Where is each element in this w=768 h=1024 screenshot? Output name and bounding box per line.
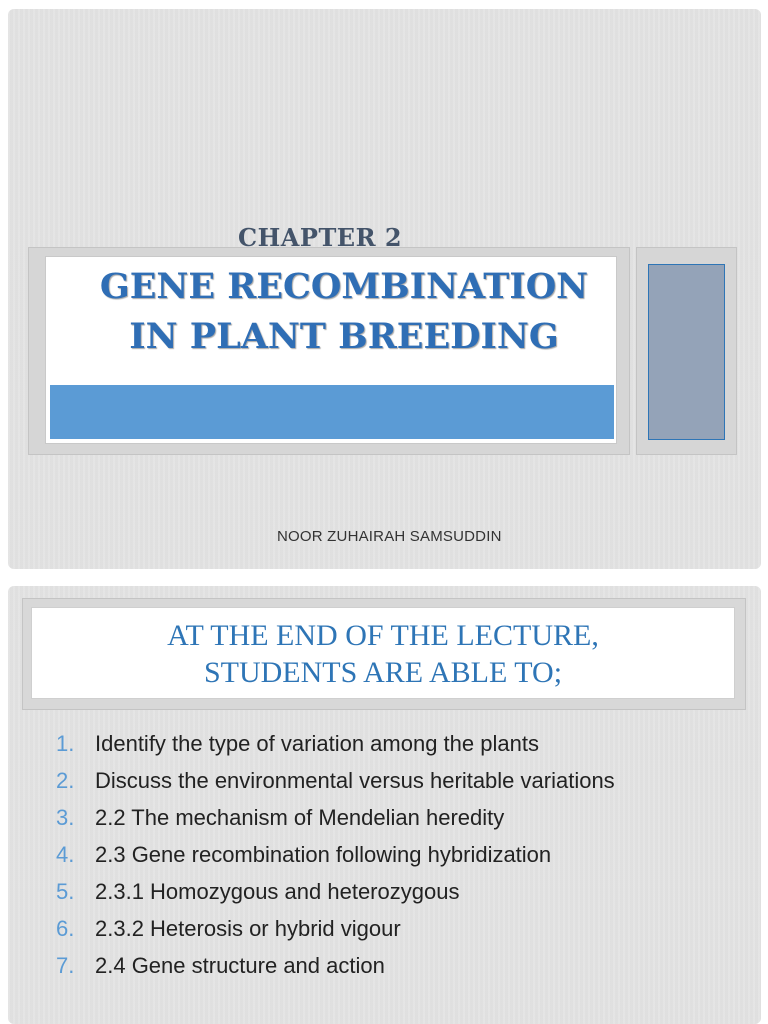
list-item	[56, 913, 746, 945]
list-item	[56, 765, 746, 797]
list-number: 5.	[56, 879, 75, 904]
list-number: 7.	[56, 953, 75, 978]
list-number: 3.	[56, 805, 75, 830]
slide-title	[44, 262, 644, 362]
list-text: 2.4 Gene structure and action	[95, 953, 385, 978]
side-accent-box	[648, 264, 725, 440]
title-line-2: IN PLANT BREEDING	[129, 316, 559, 357]
title-line-1: GENE RECOMBINATION	[99, 266, 589, 307]
list-text: 2.2 The mechanism of Mendelian heredity	[95, 805, 505, 830]
heading-line-1: AT THE END OF THE LECTURE,	[167, 619, 599, 652]
title-slide	[8, 9, 761, 569]
objectives-list	[56, 728, 746, 987]
list-number: 6.	[56, 916, 75, 941]
title-accent-bar	[50, 385, 614, 439]
side-frame	[636, 247, 737, 455]
list-item	[56, 728, 746, 760]
list-text: 2.3.2 Heterosis or hybrid vigour	[95, 916, 401, 941]
heading-line-2: STUDENTS ARE ABLE TO;	[203, 656, 563, 689]
objectives-slide	[8, 586, 761, 1024]
list-text: Identify the type of variation among the plants	[95, 731, 539, 756]
objectives-heading	[31, 607, 735, 699]
list-item	[56, 802, 746, 834]
heading-frame	[22, 598, 746, 710]
list-number: 2.	[56, 768, 75, 793]
author-name: NOOR ZUHAIRAH SAMSUDDIN	[277, 528, 502, 545]
list-number: 1.	[56, 731, 75, 756]
list-text: 2.3 Gene recombination following hybridization	[95, 842, 552, 867]
list-text: 2.3.1 Homozygous and heterozygous	[95, 879, 460, 904]
list-item	[56, 950, 746, 982]
chapter-label: CHAPTER 2	[238, 223, 403, 252]
list-number: 4.	[56, 842, 75, 867]
list-item	[56, 876, 746, 908]
list-item	[56, 839, 746, 871]
list-text: Discuss the environmental versus heritable variations	[95, 768, 615, 793]
